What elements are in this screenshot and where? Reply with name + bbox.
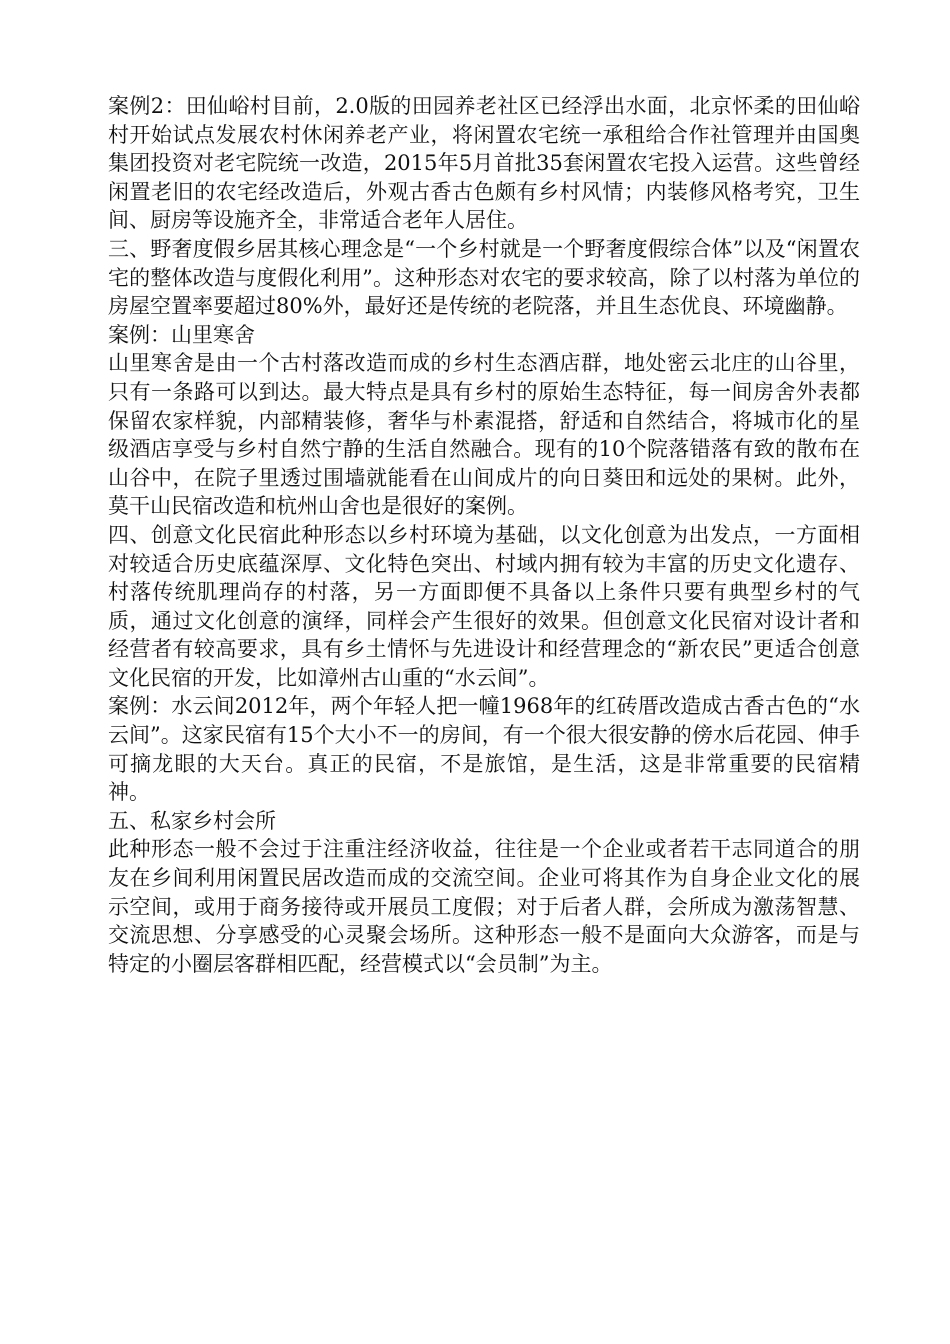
section-4-creative-culture-homestay-paragraph: 四、创意文化民宿此种形态以乡村环境为基础，以文化创意为出发点，一方面相对较适合历史底蕴深厚、文化特色突出、村域内拥有较为丰富的历史文化遗存、村落传统肌理尚存的村落，另一方面即便不具备以上条件只要有典型乡村的气质，通过文化创意的演绎，同样会产生很好的效果。但创意文化民宿对设计者和经营者有较高要求，具有乡土情怀与先进设计和经营理念的“新农民”更适合创意文化民宿的开发，比如漳州古山重的“水云间”。	[108, 522, 860, 690]
case-2-tianxianyu-paragraph: 案例2：田仙峪村目前，2.0版的田园养老社区已经浮出水面，北京怀柔的田仙峪村开始试点发展农村休闲养老产业，将闲置农宅统一承租给合作社管理并由国奥集团投资对老宅院统一改造，2015年5月首批35套闲置农宅投入运营。这些曾经闲置老旧的农宅经改造后，外观古香古色颇有乡村风情；内装修风格考究，卫生间、厨房等设施齐全，非常适合老年人居住。	[108, 94, 860, 233]
case-shanlihanshe-heading: 案例：山里寒舍	[108, 322, 255, 347]
section-5-private-rural-club-heading: 五、私家乡村会所	[108, 808, 276, 833]
document-page	[108, 92, 860, 978]
shanlihanshe-description-paragraph: 山里寒舍是由一个古村落改造而成的乡村生态酒店群，地处密云北庄的山谷里，只有一条路可以到达。最大特点是具有乡村的原始生态特征，每一间房舍外表都保留农家样貌，内部精装修，奢华与朴素混搭，舒适和自然结合，将城市化的星级酒店享受与乡村自然宁静的生活自然融合。现有的10个院落错落有致的散布在山谷中，在院子里透过围墙就能看在山间成片的向日葵田和远处的果树。此外，莫干山民宿改造和杭州山舍也是很好的案例。	[108, 351, 860, 519]
section-3-luxury-rural-retreat-paragraph: 三、野奢度假乡居其核心理念是“一个乡村就是一个野奢度假综合体”以及“闲置农宅的整体改造与度假化利用”。这种形态对农宅的要求较高，除了以村落为单位的房屋空置率要超过80%外，最好还是传统的老院落，并且生态优良、环境幽静。	[108, 236, 860, 319]
case-shuiyunjian-paragraph: 案例：水云间2012年，两个年轻人把一幢1968年的红砖厝改造成古香古色的“水云间”。这家民宿有15个大小不一的房间，有一个很大很安静的傍水后花园、伸手可摘龙眼的大天台。真正的民宿，不是旅馆，是生活，这是非常重要的民宿精神。	[108, 694, 860, 805]
private-rural-club-description-paragraph: 此种形态一般不会过于注重注经济收益，往往是一个企业或者若干志同道合的朋友在乡间利用闲置民居改造而成的交流空间。企业可将其作为自身企业文化的展示空间，或用于商务接待或开展员工度假；对于后者人群，会所成为激荡智慧、交流思想、分享感受的心灵聚会场所。这种形态一般不是面向大众游客，而是与特定的小圈层客群相匹配，经营模式以“会员制”为主。	[108, 837, 860, 976]
